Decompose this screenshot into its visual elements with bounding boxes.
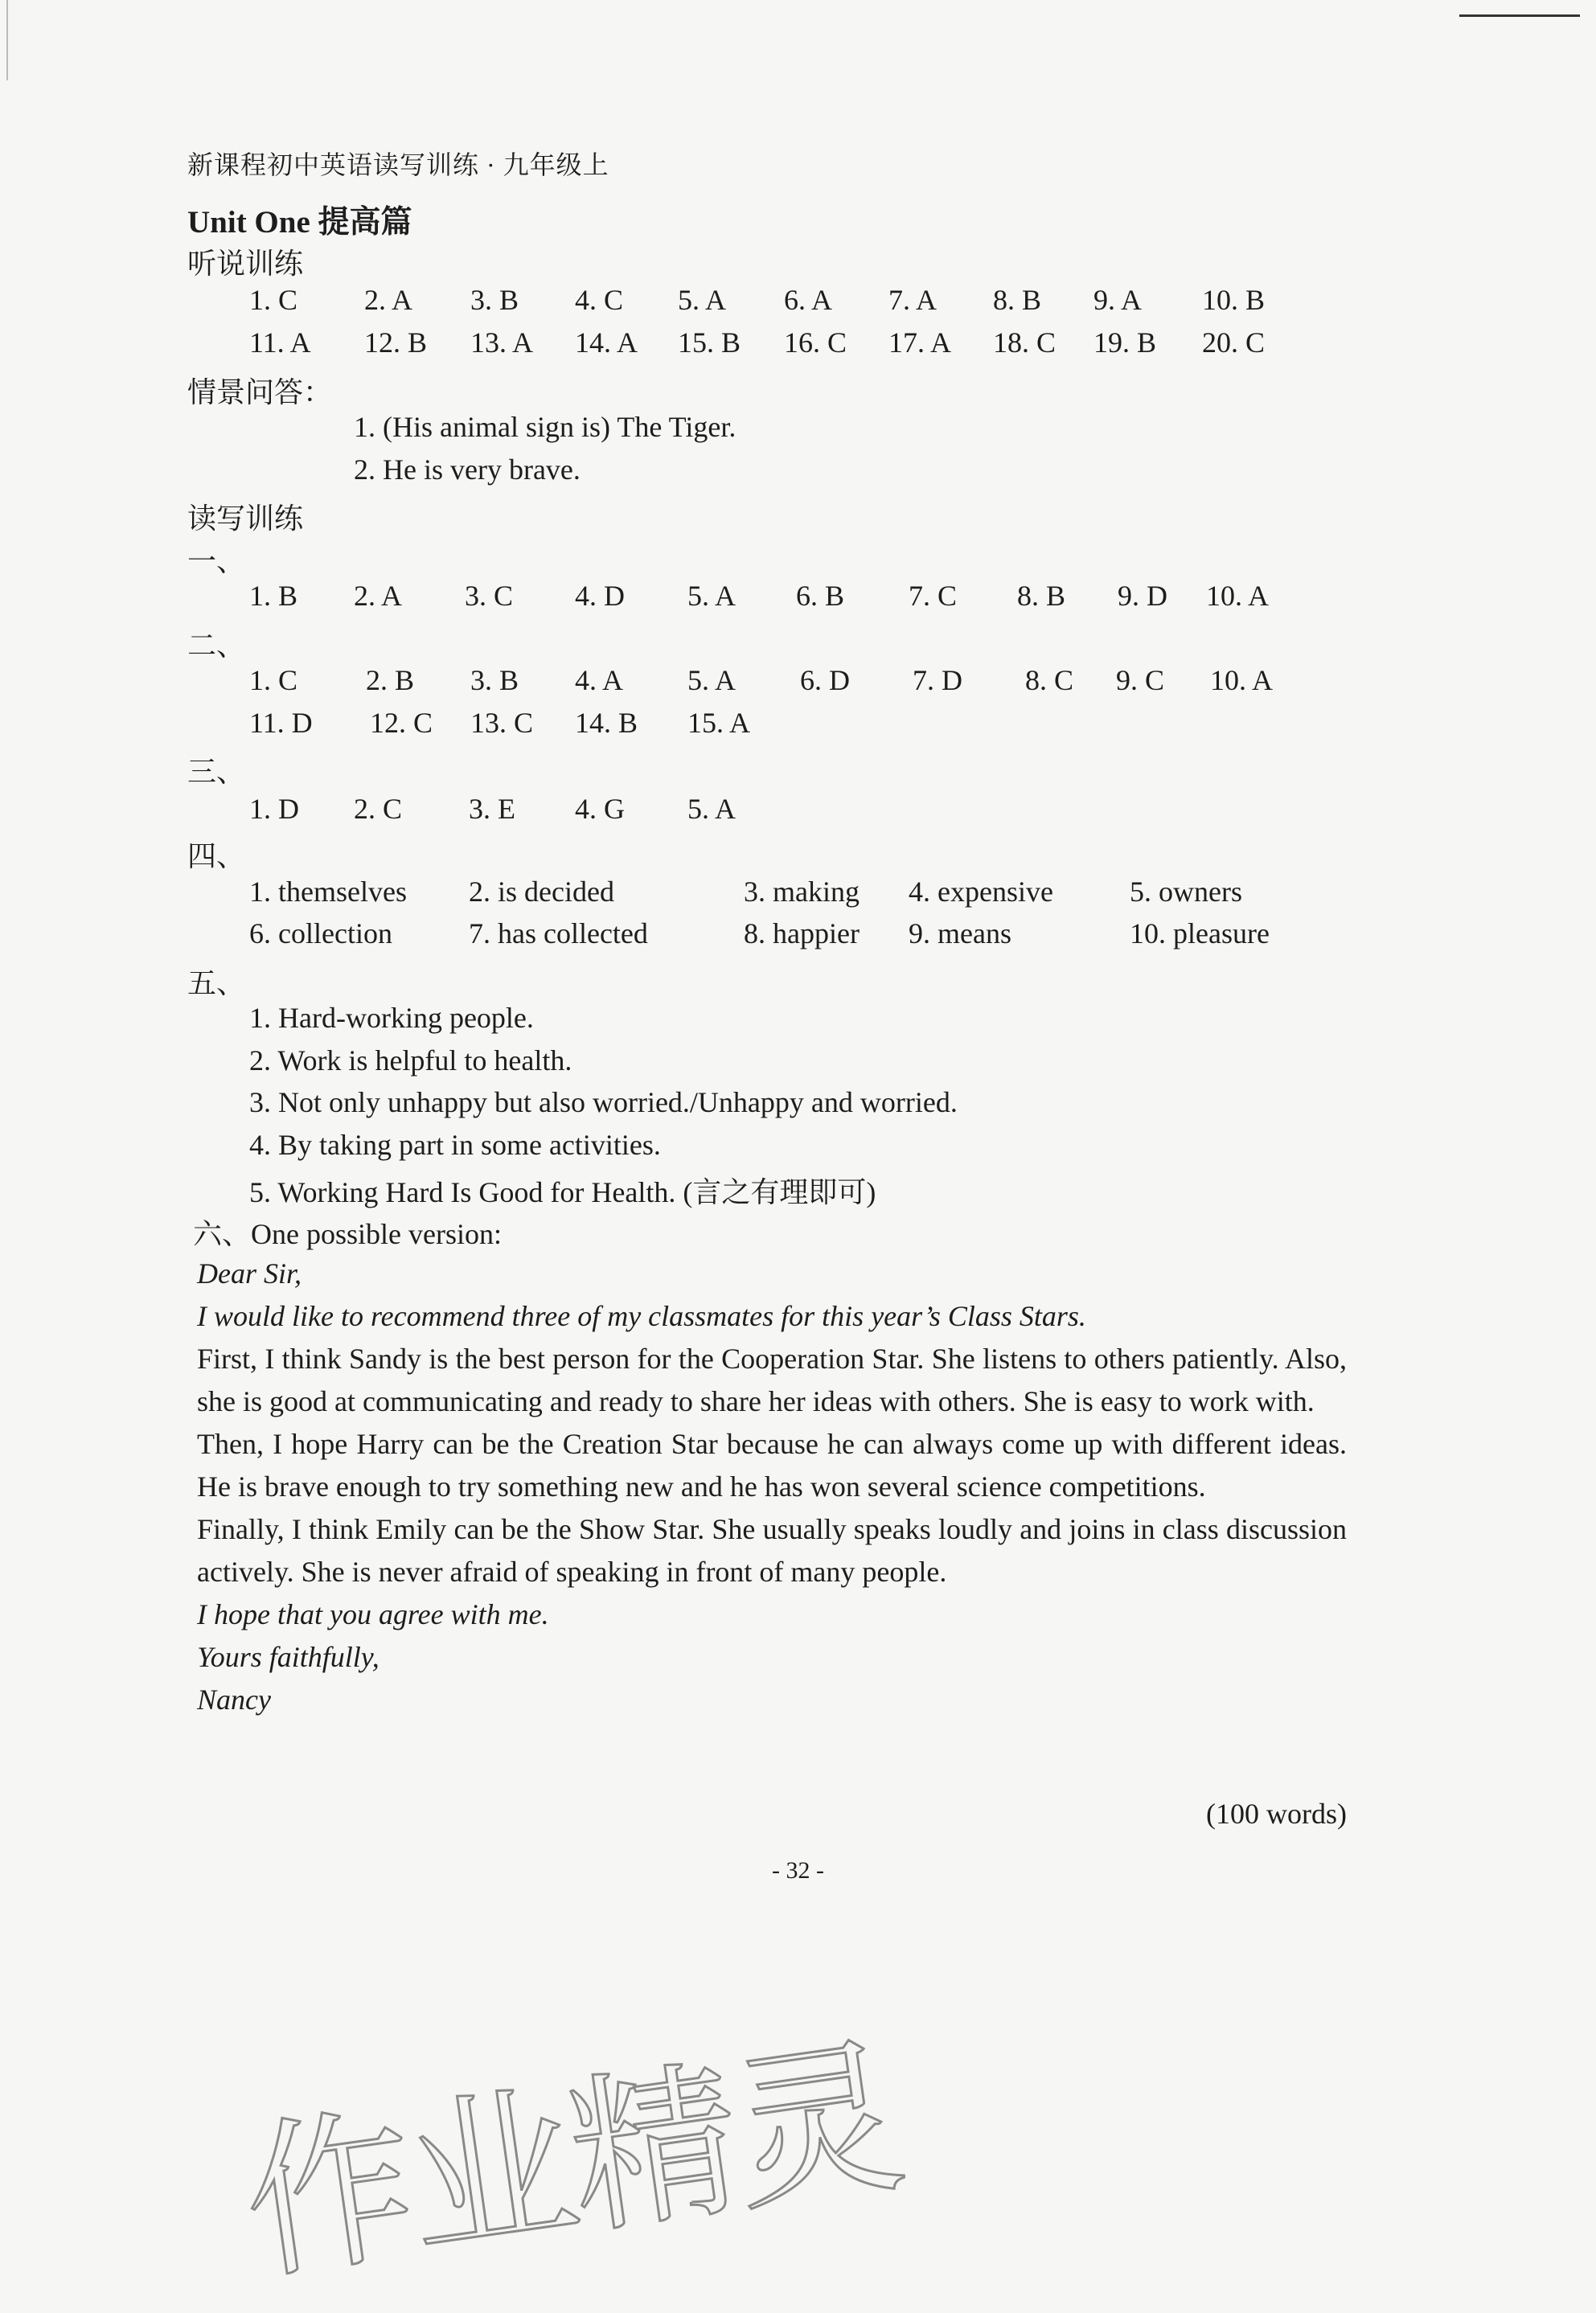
unit-title: Unit One 提高篇	[187, 205, 412, 240]
answer-item: 5. owners	[1130, 876, 1242, 908]
section-3-label: 三、	[187, 756, 246, 788]
essay-closing: I hope that you agree with me.	[197, 1598, 549, 1630]
section-1-label: 一、	[187, 545, 246, 577]
section-5-answer: 3. Not only unhappy but also worried./Unhappy and worried.	[249, 1086, 958, 1118]
answer-item: 6. B	[796, 580, 845, 612]
answer-item: 15. B	[678, 326, 741, 359]
answer-item: 14. B	[575, 707, 638, 739]
answer-item: 1. themselves	[249, 876, 407, 908]
answer-item: 2. C	[354, 793, 403, 825]
answer-item: 10. A	[1210, 664, 1274, 696]
answer-item: 8. C	[1025, 664, 1074, 696]
essay-salutation: Dear Sir,	[197, 1257, 302, 1290]
answer-item: 10. B	[1202, 284, 1266, 316]
answer-item: 10. pleasure	[1130, 917, 1270, 949]
answer-item: 4. expensive	[909, 876, 1053, 908]
answer-item: 12. B	[364, 326, 428, 359]
essay-paragraph-2: Then, I hope Harry can be the Creation Star because he can always come up with different ideas. He is brave enough to try something new and he has won several science competitions.	[197, 1428, 1347, 1503]
answer-item: 4. A	[575, 664, 624, 696]
answer-item: 6. collection	[249, 917, 392, 949]
answer-item: 12. C	[370, 707, 433, 739]
answer-item: 5. A	[678, 284, 727, 316]
section-5-answer: 1. Hard-working people.	[249, 1002, 534, 1034]
answer-item: 9. D	[1118, 580, 1167, 612]
scan-artifact-edge	[6, 0, 8, 80]
page-number: - 32 -	[772, 1857, 824, 1884]
answer-item: 6. D	[800, 664, 850, 696]
word-count: (100 words)	[1206, 1798, 1347, 1830]
answer-item: 9. C	[1116, 664, 1165, 696]
answer-item: 5. A	[687, 664, 736, 696]
answer-item: 10. A	[1206, 580, 1270, 612]
answer-item: 3. B	[470, 284, 519, 316]
answer-item: 13. C	[470, 707, 534, 739]
answer-item: 7. A	[888, 284, 937, 316]
answer-item: 3. C	[465, 580, 514, 612]
answer-item: 15. A	[687, 707, 751, 739]
answer-item: 17. A	[888, 326, 952, 359]
essay-signature: Nancy	[197, 1683, 271, 1716]
answer-item: 1. B	[249, 580, 298, 612]
section-4-label: 四、	[187, 840, 246, 872]
answer-item: 11. D	[249, 707, 313, 739]
model-essay	[197, 1253, 1347, 1721]
answer-item: 4. D	[575, 580, 625, 612]
section-6-label: 六、One possible version:	[193, 1218, 502, 1250]
answer-item: 14. A	[575, 326, 638, 359]
situation-answer: 1. (His animal sign is) The Tiger.	[354, 411, 736, 443]
book-header: 新课程初中英语读写训练 · 九年级上	[187, 150, 609, 179]
answer-item: 5. A	[687, 580, 736, 612]
answer-item: 8. B	[1017, 580, 1066, 612]
answer-item: 3. E	[469, 793, 515, 825]
situation-answer: 2. He is very brave.	[354, 453, 581, 486]
answer-item: 7. C	[909, 580, 958, 612]
section-2-label: 二、	[187, 630, 246, 662]
answer-item: 1. D	[249, 793, 299, 825]
answer-item: 3. making	[744, 876, 860, 908]
answer-item: 18. C	[993, 326, 1056, 359]
answer-item: 4. C	[575, 284, 624, 316]
answer-item: 2. A	[354, 580, 403, 612]
essay-signoff: Yours faithfully,	[197, 1641, 380, 1673]
answer-item: 1. C	[249, 664, 298, 696]
answer-item: 20. C	[1202, 326, 1266, 359]
listening-label: 听说训练	[187, 248, 304, 280]
answer-item: 2. A	[364, 284, 413, 316]
essay-intro: I would like to recommend three of my classmates for this year’s Class Stars.	[197, 1300, 1086, 1332]
section-5-answer: 5. Working Hard Is Good for Health. (言之有理即可)	[249, 1176, 876, 1208]
section-5-answer: 4. By taking part in some activities.	[249, 1129, 661, 1161]
answer-item: 9. A	[1093, 284, 1143, 316]
answer-item: 1. C	[249, 284, 298, 316]
answer-item: 3. B	[470, 664, 519, 696]
answer-item: 19. B	[1093, 326, 1157, 359]
answer-item: 16. C	[784, 326, 847, 359]
watermark-logo: 作业精灵	[232, 2018, 910, 2305]
answer-item: 6. A	[784, 284, 833, 316]
answer-item: 7. D	[913, 664, 962, 696]
answer-item: 2. B	[366, 664, 415, 696]
section-5-answer: 2. Work is helpful to health.	[249, 1044, 572, 1077]
answer-item: 8. B	[993, 284, 1042, 316]
essay-paragraph-1: First, I think Sandy is the best person for the Cooperation Star. She listens to others patiently. Also, she is good at communicating and ready to share her ideas with others. She is easy to work with.	[197, 1343, 1347, 1417]
answer-item: 13. A	[470, 326, 534, 359]
answer-item: 9. means	[909, 917, 1011, 949]
answer-item: 7. has collected	[469, 917, 648, 949]
section-5-label: 五、	[187, 967, 246, 999]
answer-item: 4. G	[575, 793, 625, 825]
reading-label: 读写训练	[187, 502, 304, 535]
scan-artifact-line	[1459, 14, 1580, 17]
answer-item: 2. is decided	[469, 876, 614, 908]
answer-item: 5. A	[687, 793, 736, 825]
essay-paragraph-3: Finally, I think Emily can be the Show Star. She usually speaks loudly and joins in class discussion actively. She is never afraid of speaking in front of many people.	[197, 1513, 1347, 1588]
answer-item: 8. happier	[744, 917, 860, 949]
answer-item: 11. A	[249, 326, 311, 359]
situation-label: 情景问答：	[187, 376, 333, 408]
